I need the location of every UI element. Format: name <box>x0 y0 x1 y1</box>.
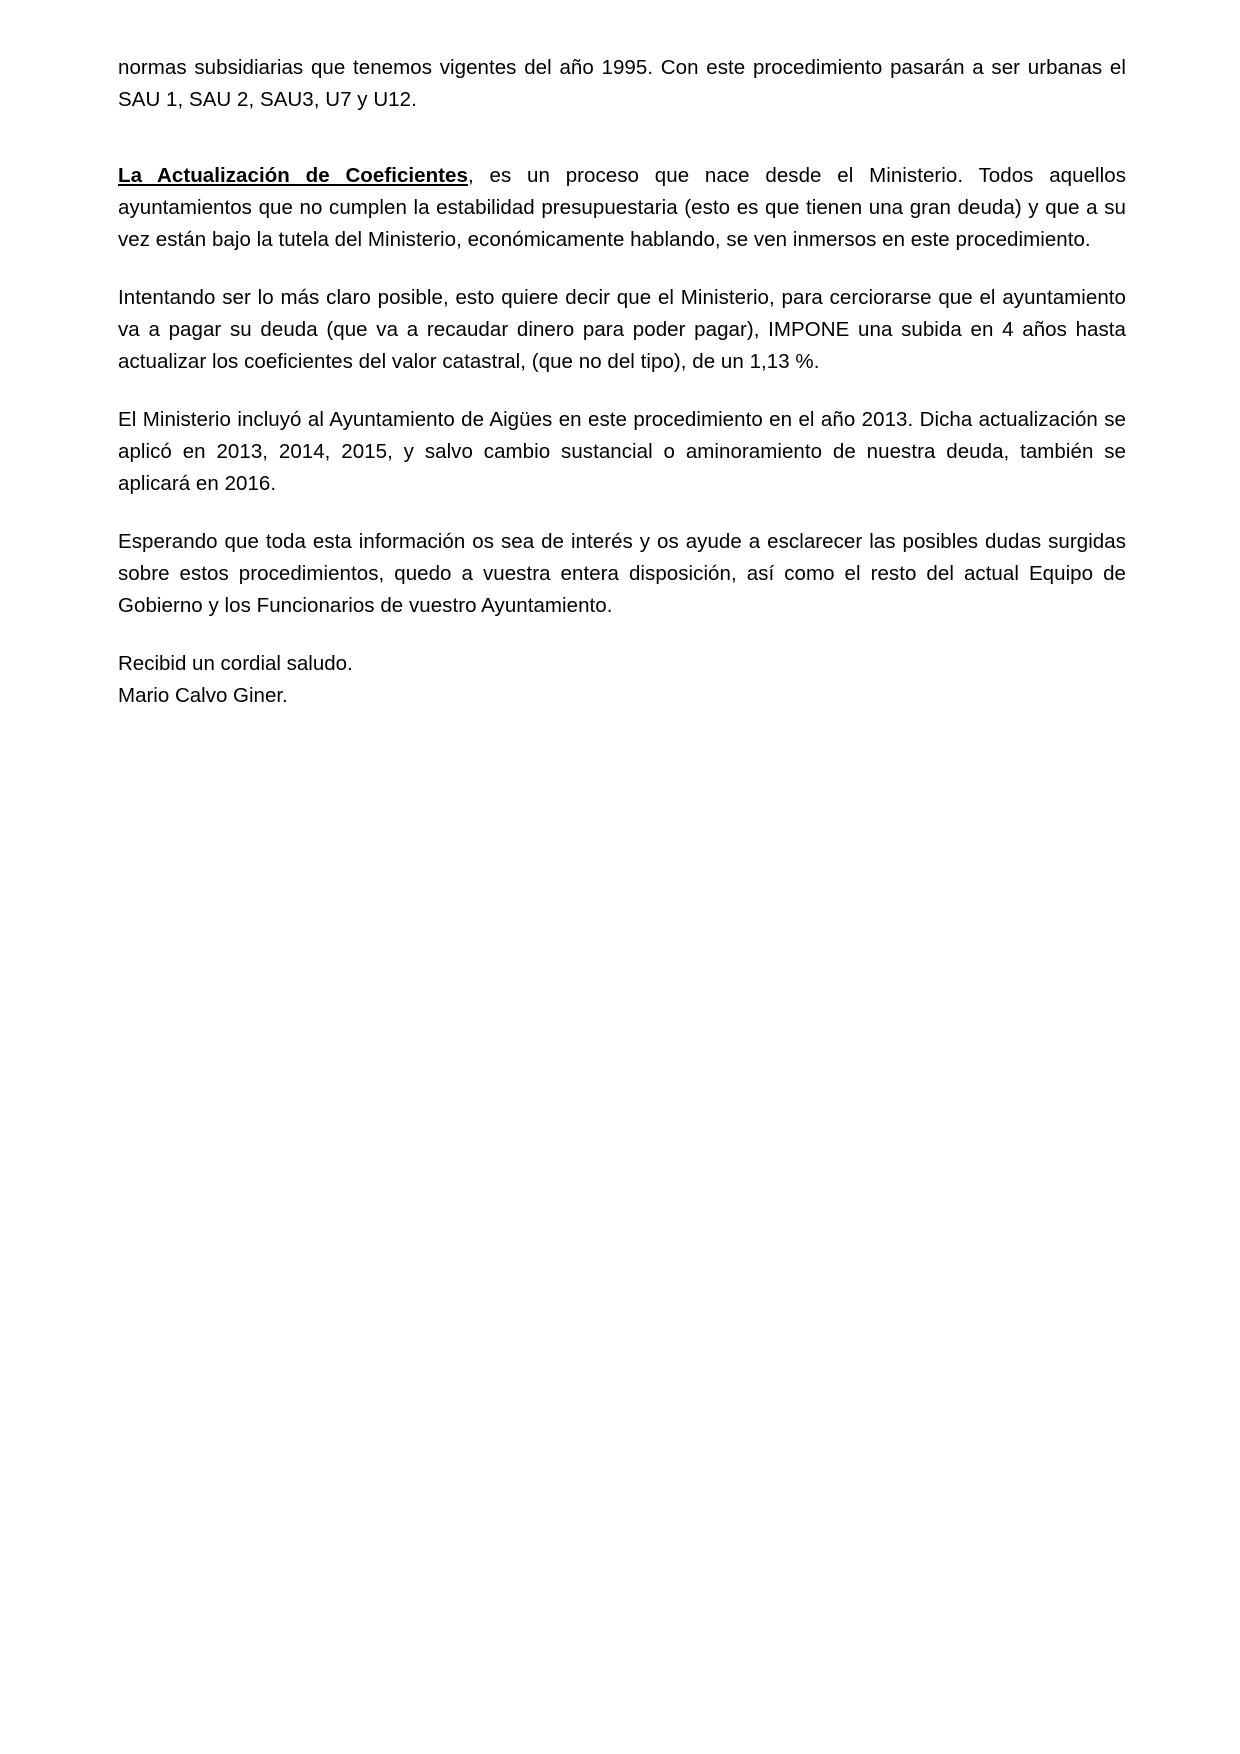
farewell-line: Recibid un cordial saludo. <box>118 651 353 675</box>
continuation-paragraph: normas subsidiarias que tenemos vigentes del año 1995. Con este procedimiento pasarán a ser urbanas el SAU 1, SAU 2, SAU3, U7 y U12. <box>118 56 1126 111</box>
paragraph-spacer <box>118 116 1126 160</box>
aigues-paragraph: El Ministerio incluyó al Ayuntamiento de Aigües en este procedimiento en el año 2013. Dicha actualización se aplicó en 2013, 2014, 2015, y salvo cambio sustancial o aminoramiento de nuestra deuda, también se aplicará en 2016. <box>118 407 1126 495</box>
coeficientes-paragraph <box>118 160 1126 256</box>
paragraph-spacer <box>118 378 1126 404</box>
paragraph-spacer <box>118 256 1126 282</box>
coeficientes-heading: La Actualización de Coeficientes <box>118 163 468 187</box>
explicacion-paragraph: Intentando ser lo más claro posible, esto quiere decir que el Ministerio, para cerciorarse que el ayuntamiento va a pagar su deuda (que va a recaudar dinero para poder pagar), IMPONE una subida en 4 años hasta actualizar los coeficientes del valor catastral, (que no del tipo), de un 1,13 %. <box>118 285 1126 373</box>
coeficientes-text: , es un proceso que nace desde el Ministerio. Todos aquellos ayuntamientos que no cumplen la estabilidad presupuestaria (esto es que tienen una gran deuda) y que a su vez están bajo la tutela del Ministerio, económicamente hablando, se ven inmersos en este procedimiento. <box>118 163 1126 251</box>
signature-line: Mario Calvo Giner. <box>118 683 288 707</box>
paragraph-spacer <box>118 622 1126 648</box>
document-body <box>118 52 1126 712</box>
paragraph-spacer <box>118 500 1126 526</box>
cierre-paragraph: Esperando que toda esta información os sea de interés y os ayude a esclarecer las posibles dudas surgidas sobre estos procedimientos, quedo a vuestra entera disposición, así como el resto del actual Equipo de Gobierno y los Funcionarios de vuestro Ayuntamiento. <box>118 529 1126 617</box>
